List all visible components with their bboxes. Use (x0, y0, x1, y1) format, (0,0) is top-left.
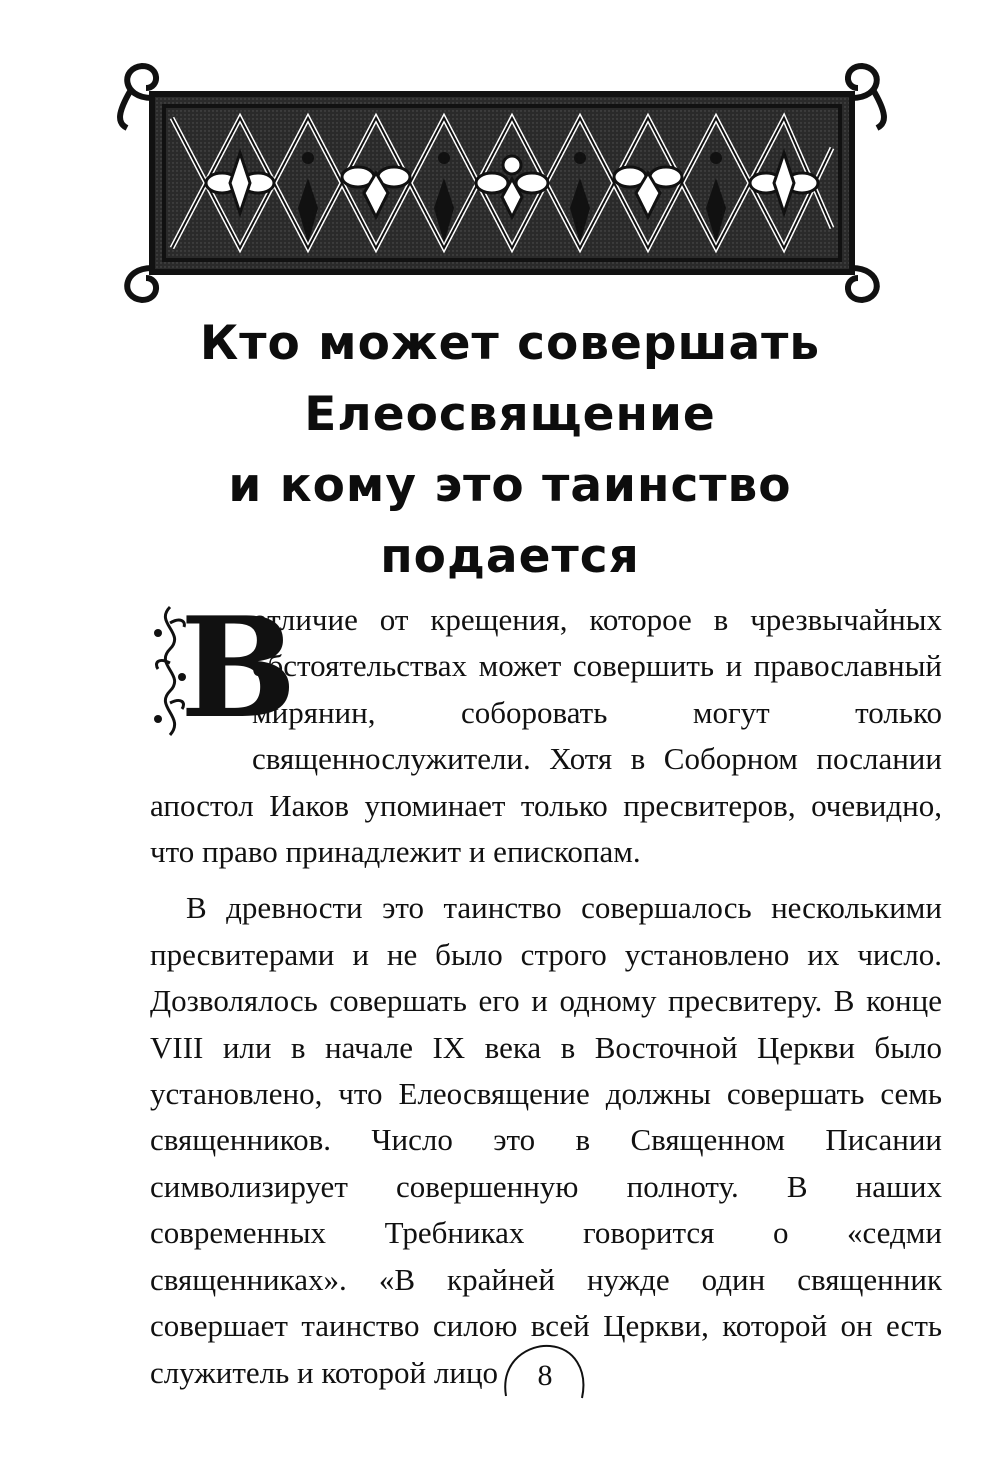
title-line: и кому это таинство (228, 458, 792, 513)
page-number-label: 8 (537, 1359, 553, 1392)
title-line: подается (380, 529, 640, 584)
paragraph (150, 586, 942, 875)
paragraph-text: В древности это таинство совершалось несколькими пресвитерами и не было строго установлено их число. Дозволялось совершать его и одному пресвитеру. В конце VIII или в начале IX века в Восточной Церкви было установлено, что Елеосвящение должны совершать семь священников. Число это в Священном Писании символизирует совершенную полноту. В наших современных Требниках говорится о «седми священниках». «В крайней нужде один священник совершает таинство силою всей Церкви, которой он есть служитель и которой лицо (150, 890, 942, 1390)
celtic-floral-border-icon (112, 58, 892, 308)
drop-cap-letter: В (180, 586, 297, 749)
chapter-title (120, 308, 900, 592)
page-number (500, 1340, 590, 1420)
title-line: Елеосвящение (304, 387, 716, 442)
paragraph-text: отличие от крещения, которое в чрезвычайных обстоятельствах может совершить и православный мирянин, соборовать могут только священнослужители. Хотя в Соборном послании апостол Иаков упоминает только пресвитеров, очевидно, что право принадлежит и епископам. (150, 602, 942, 870)
paragraph (150, 885, 942, 1395)
drop-cap (150, 586, 297, 749)
title-line: Кто может совершать (199, 316, 821, 371)
chapter-body (150, 586, 942, 1396)
